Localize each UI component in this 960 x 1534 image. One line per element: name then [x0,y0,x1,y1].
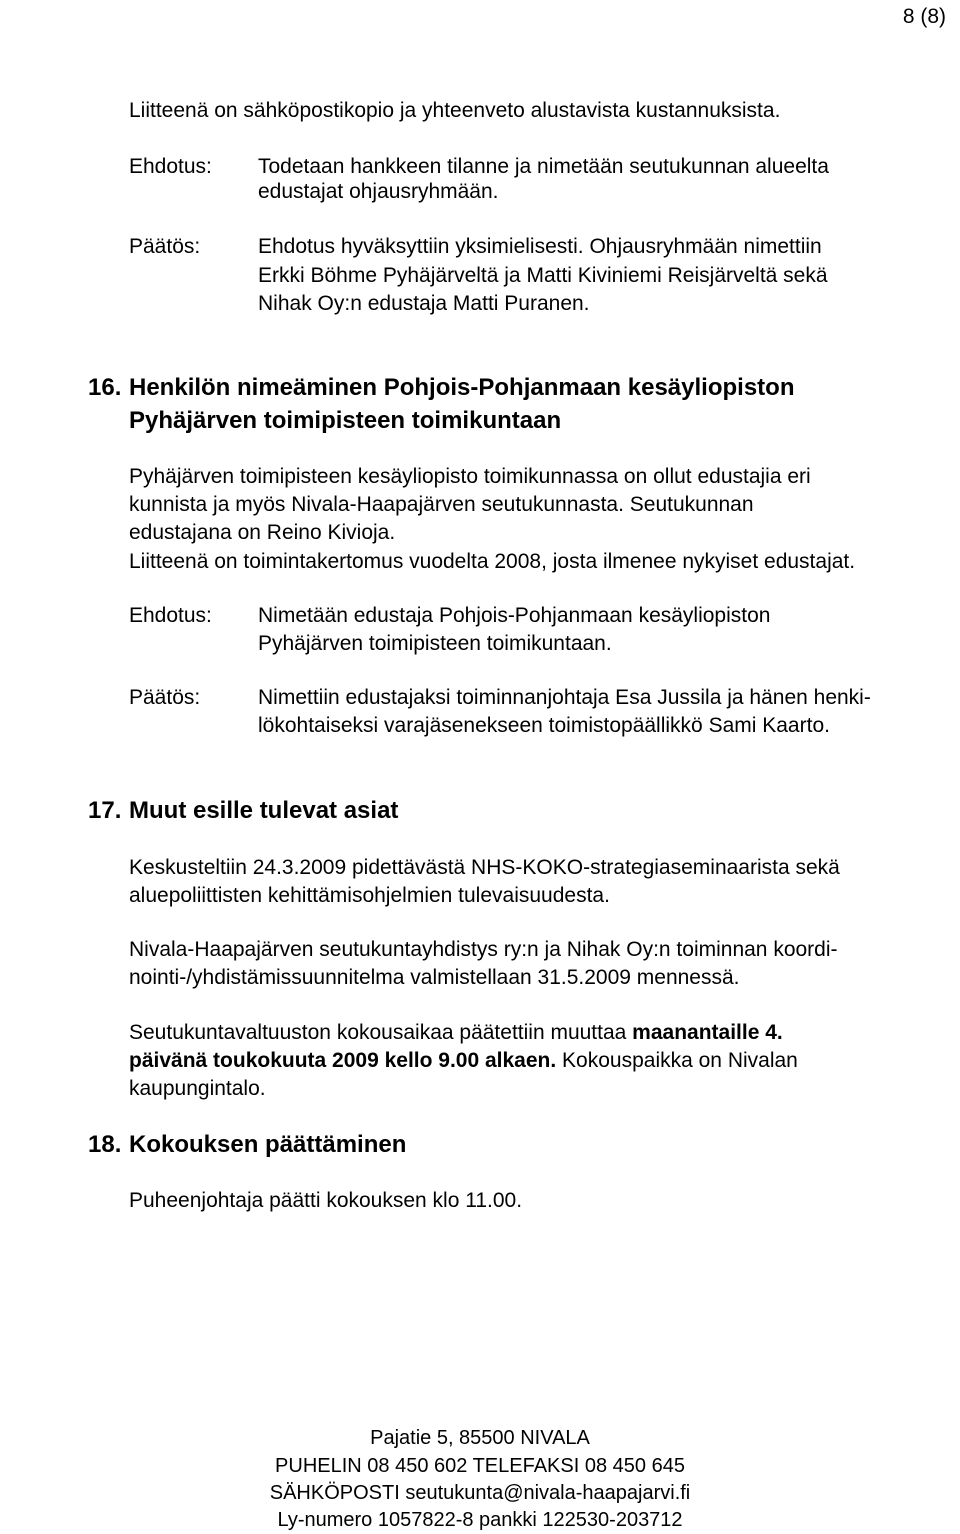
paatos-label: Päätös: [129,686,201,709]
section-title: Kokouksen päättäminen [129,1131,407,1158]
paatos-text-line: Nimettiin edustajaksi toiminnanjohtaja Esa Jussila ja hänen henki- [258,686,871,709]
normal-text: Seutukuntavaltuuston kokousaikaa päätettiin muuttaa [129,1021,633,1044]
paatos-text-line: Nihak Oy:n edustaja Matti Puranen. [258,292,590,315]
ehdotus-label: Ehdotus: [129,604,212,627]
section-body-line: Pyhäjärven toimipisteen kesäyliopisto toimikunnassa on ollut edustajia eri [129,465,811,488]
section-body-line: kaupungintalo. [129,1077,266,1100]
paatos-text-line: Erkki Böhme Pyhäjärveltä ja Matti Kiviniemi Reisjärveltä sekä [258,264,828,287]
section-title-line: Henkilön nimeäminen Pohjois-Pohjanmaan kesäyliopiston [129,374,795,401]
page-number: 8 (8) [902,5,946,28]
paatos-text-line: Ehdotus hyväksyttiin yksimielisesti. Ohjausryhmään nimettiin [258,235,822,258]
intro-text: Liitteenä on sähköpostikopio ja yhteenveto alustavista kustannuksista. [129,99,781,122]
footer-phone: PUHELIN 08 450 602 TELEFAKSI 08 450 645 [275,1455,685,1477]
footer-address: Pajatie 5, 85500 NIVALA [370,1427,590,1449]
section-body-line: aluepoliittisten kehittämisohjelmien tulevaisuudesta. [129,884,610,907]
ehdotus-text-line: Todetaan hankkeen tilanne ja nimetään seutukunnan alueelta [258,155,829,178]
normal-text: Kokouspaikka on Nivalan [556,1049,798,1072]
bold-text: maanantaille 4. [632,1021,783,1044]
ehdotus-text-line: Nimetään edustaja Pohjois-Pohjanmaan kesäyliopiston [258,604,771,627]
section-body-line: nointi-/yhdistämissuunnitelma valmistellaan 31.5.2009 mennessä. [129,966,740,989]
section-body-line: kunnista ja myös Nivala-Haapajärven seutukunnasta. Seutukunnan [129,493,754,516]
ehdotus-text-line: edustajat ohjausryhmään. [258,180,499,203]
footer-email: SÄHKÖPOSTI seutukunta@nivala-haapajarvi.fi [269,1482,691,1504]
section-title: Muut esille tulevat asiat [129,797,399,824]
section-body-line: edustajana on Reino Kivioja. [129,521,396,544]
section-body-line: Keskusteltiin 24.3.2009 pidettävästä NHS-KOKO-strategiaseminaarista sekä [129,856,840,879]
section-number: 17. [88,797,122,824]
paatos-text-line: lökohtaiseksi varajäsenekseen toimistopäällikkö Sami Kaarto. [258,714,830,737]
section-number: 16. [88,374,122,401]
section-body-line: Liitteenä on toimintakertomus vuodelta 2008, josta ilmenee nykyiset edustajat. [129,550,856,573]
section-title-line: Pyhäjärven toimipisteen toimikuntaan [129,407,562,434]
bold-text: päivänä toukokuuta 2009 kello 9.00 alkaen. [129,1049,557,1072]
section-number: 18. [88,1131,122,1158]
ehdotus-label: Ehdotus: [129,155,212,178]
section-body-line [129,1046,798,1075]
section-body-line [129,1018,783,1047]
footer-registration: Ly-numero 1057822-8 pankki 122530-203712 [277,1509,683,1531]
section-body-line: Puheenjohtaja päätti kokouksen klo 11.00. [129,1189,523,1212]
section-body-line: Nivala-Haapajärven seutukuntayhdistys ry:n ja Nihak Oy:n toiminnan koordi- [129,938,838,961]
ehdotus-text-line: Pyhäjärven toimipisteen toimikuntaan. [258,632,612,655]
paatos-label: Päätös: [129,235,201,258]
